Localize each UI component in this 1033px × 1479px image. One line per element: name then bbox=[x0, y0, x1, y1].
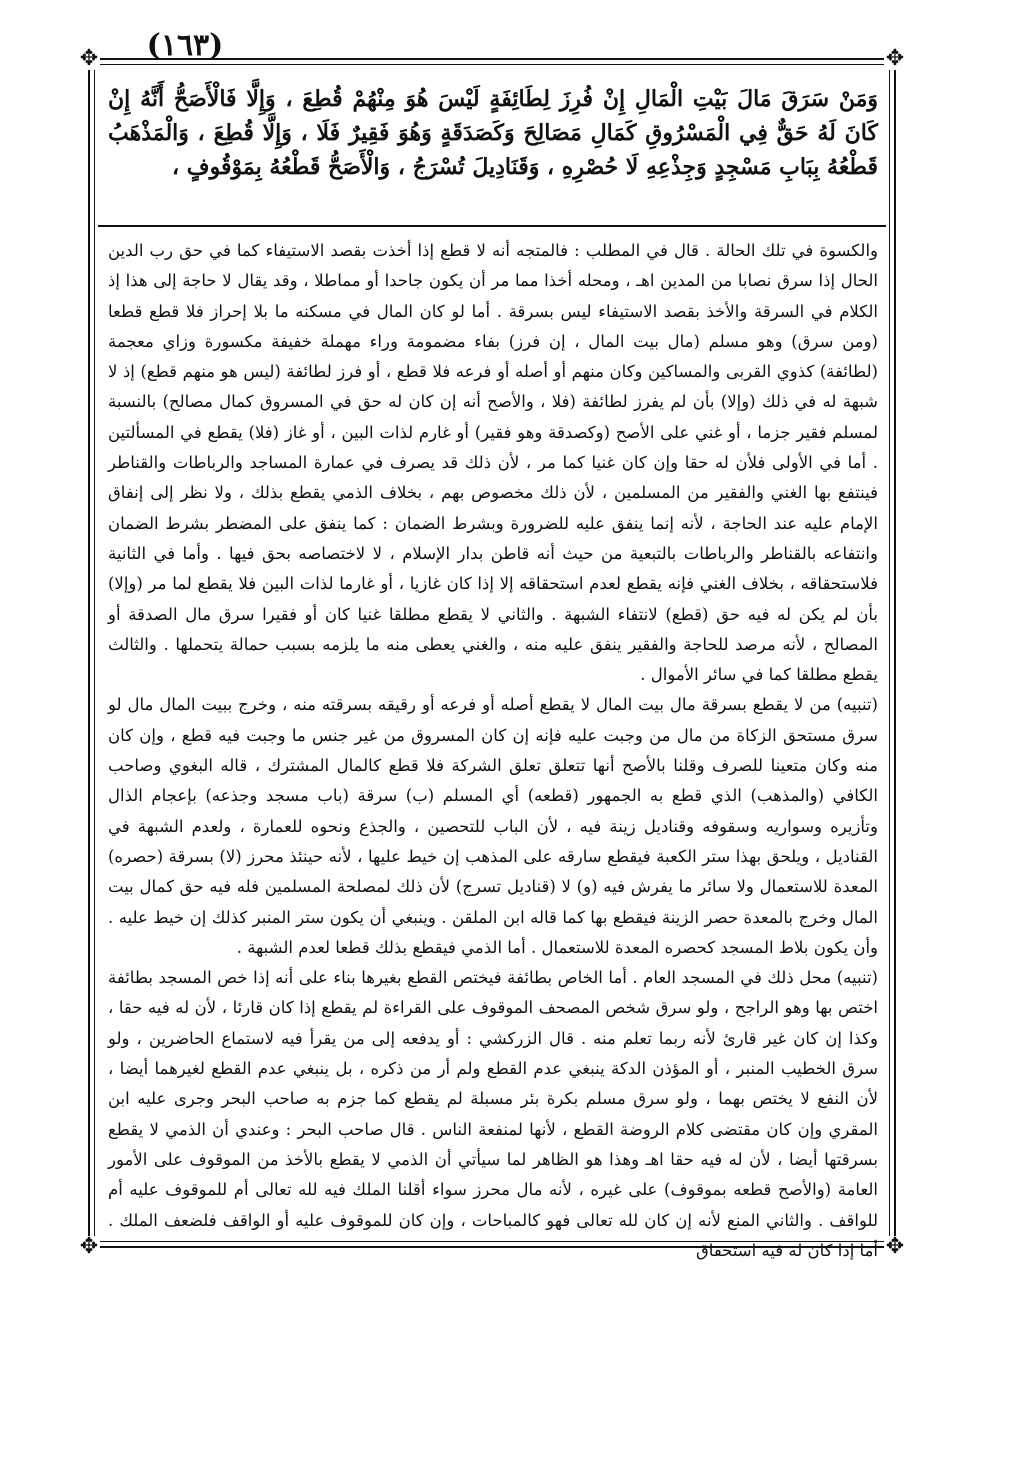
main-text: وَمَنْ سَرَقَ مَالَ بَيْتِ الْمَالِ إِنْ فُرِزَ لِطَائِفَةٍ لَيْسَ هُوَ مِنْهُمْ قُطِعَ ، وَإِلَّا فَالْأَصَحُّ أَنَّهُ إِنْ كَانَ لَهُ حَقٌّ فِي الْمَسْرُوقِ كَمَالِ مَصَالِحَ وَكَصَدَقَةٍ وَهُوَ فَقِيرٌ فَلَا ، وَإِلَّا قُطِعَ ، وَالْمَذْهَبُ قَطْعُهُ بِبَابِ مَسْجِدٍ وَجِذْعِهِ لَا حُصْرِهِ ، وَقَنَادِيلَ تُسْرَجُ ، وَالْأَصَحُّ قَطْعُهُ بِمَوْقُوفٍ ، bbox=[108, 86, 878, 180]
commentary-paragraph: (تنبيه) محل ذلك في المسجد العام . أما الخاص بطائفة فيختص القطع بغيرها بناء على أنه إذا خص المسجد بطائفة اختص بها وهو الراجح ، ولو سرق شخص المصحف الموقوف على القراءة لم يقطع إذا كان قارئا ، لأن له فيه حقا ، وكذا إن كان غير قارئ لأنه ربما تعلم منه . قال الزركشي : أو يدفعه إلى من يقرأ فيه لاستماع الحاضرين ، ولو سرق الخطيب المنبر ، أو المؤذن الدكة ينبغي عدم القطع ولم أر من ذكره ، بل ينبغي عدم القطع لغيرهما أيضا ، لأن النفع لا يختص بهما ، ولو سرق مسلم بكرة بئر مسبلة لم يقطع كما جزم به صاحب البحر وجرى عليه ابن المقري وإن كان مقتضى كلام الروضة القطع ، لأنها لمنفعة الناس . قال صاحب البحر : وعندي أن الذمي لا يقطع بسرقتها أيضا ، لأن له فيه حقا اهـ وهذا هو الظاهر لما سيأتي أن الذمي لا يقطع بالأخذ من الموقوف على الأمور العامة (والأصح قطعه بموقوف) على غيره ، لأنه مال محرز سواء أقلنا الملك فيه لله تعالى أم للموقوف عليه أم للواقف . والثاني المنع لأنه إن كان لله تعالى فهو كالمباحات ، وإن كان للموقوف عليه أو الواقف فلضعف الملك . أما إذا كان له فيه استحقاق bbox=[108, 968, 878, 1260]
corner-ornament-icon: ✥ bbox=[79, 46, 99, 71]
text-separator-rule bbox=[98, 225, 886, 227]
commentary-paragraph: (تنبيه) من لا يقطع بسرقة مال بيت المال لا يقطع أصله أو فرعه أو رقيقه بسرقته منه ، وخرج ببيت المال مال لو سرق مستحق الزكاة من مال من وجبت عليه فإنه إن كان المسروق من غير جنس ما وجبت فيه قطع ، وإن كان منه وكان متعينا للصرف وقلنا بالأصح أنها تتعلق تعلق الشركة فلا قطع كالمال المشترك ، قاله البغوي وصاحب الكافي (والمذهب) الذي قطع به الجمهور (قطعه) أي المسلم (ب) سرقة (باب مسجد وجذعه) بإعجام الذال وتأزيره وسواريه وسقوفه وقناديل زينة فيه ، لأن الباب للتحصين ، والجذع ونحوه للعمارة ، ولعدم الشبهة في القناديل ، ويلحق بهذا ستر الكعبة فيقطع سارقه على المذهب إن خيط عليها ، لأنه حينئذ محرز (لا) بسرقة (حصره) المعدة للاستعمال ولا سائر ما يفرش فيه (و) لا (قناديل تسرج) لأن ذلك لمصلحة المسلمين فله فيه حق كمال بيت المال وخرج بالمعدة حصر الزينة فيقطع بها كما قاله ابن الملقن . وينبغي أن يكون ستر المنبر كذلك إن خيط عليه . وأن يكون بلاط المسجد كحصره المعدة للاستعمال . أما الذمي فيقطع بذلك قطعا لعدم الشبهة . bbox=[108, 695, 878, 957]
corner-ornament-icon: ✥ bbox=[885, 46, 905, 71]
corner-ornament-icon: ✥ bbox=[885, 1234, 905, 1259]
page-number: (١٦٣) bbox=[146, 28, 224, 63]
commentary-paragraph: والكسوة في تلك الحالة . قال في المطلب : فالمتجه أنه لا قطع إذا أخذت بقصد الاستيفاء كما في حق رب الدين الحال إذا سرق نصابا من المدين اهـ ، ومحله أخذا مما مر أن يكون جاحدا أو مماطلا ، وقد يقال لا حاجة إلى هذا إذ الكلام في السرقة والأخذ بقصد الاستيفاء ليس بسرقة . أما لو كان المال في مسكنه ما بلا إحراز فلا قطع قطعا (ومن سرق) وهو مسلم (مال بيت المال ، إن فرز) بفاء مضمومة وراء مهملة خفيفة مكسورة وزاي معجمة (لطائفة) كذوي القربى والمساكين وكان منهم أو أصله أو فرعه فلا قطع ، أو فرز لطائفة (ليس هو منهم قطع) إذ لا شبهة له في ذلك (وإلا) بأن لم يفرز لطائفة (فلا ، والأصح أنه إن كان له حق في المسروق كمال مصالح) بالنسبة لمسلم فقير جزما ، أو غني على الأصح (وكصدقة وهو فقير) أو غارم لذات البين ، أو غاز (فلا) يقطع في المسألتين . أما في الأولى فلأن له حقا وإن كان غنيا كما مر ، لأن ذلك قد يصرف في عمارة المساجد والرباطات والقناطر فينتفع بها الغني والفقير من المسلمين ، لأن ذلك مخصوص بهم ، بخلاف الذمي يقطع بذلك ، ولا نظر إلى إنفاق الإمام عليه عند الحاجة ، لأنه إنما ينفق عليه للضرورة وبشرط الضمان : كما ينفق على المضطر بشرط الضمان وانتفاعه بالقناطر والرباطات بالتبعية من حيث أنه قاطن بدار الإسلام ، لا لاختصاصه بحق فيها . وأما في الثانية فلاستحقاقه ، بخلاف الغني فإنه يقطع لعدم استحقاقه إلا إذا كان غازيا ، أو غارما لذات البين فلا يقطع لما مر (وإلا) بأن لم يكن له فيه حق (قطع) لانتفاء الشبهة . والثاني لا يقطع مطلقا غنيا كان أو فقيرا سرق مال الصدقة أو المصالح ، لأنه مرصد للحاجة والفقير ينفق عليه منه ، والغني يعطى منه ما يلزمه بسبب حمالة يتحملها . والثالث يقطع مطلقا كما في سائر الأموال . bbox=[108, 241, 878, 685]
corner-ornament-icon: ✥ bbox=[79, 1234, 99, 1259]
commentary-text bbox=[108, 236, 878, 1260]
